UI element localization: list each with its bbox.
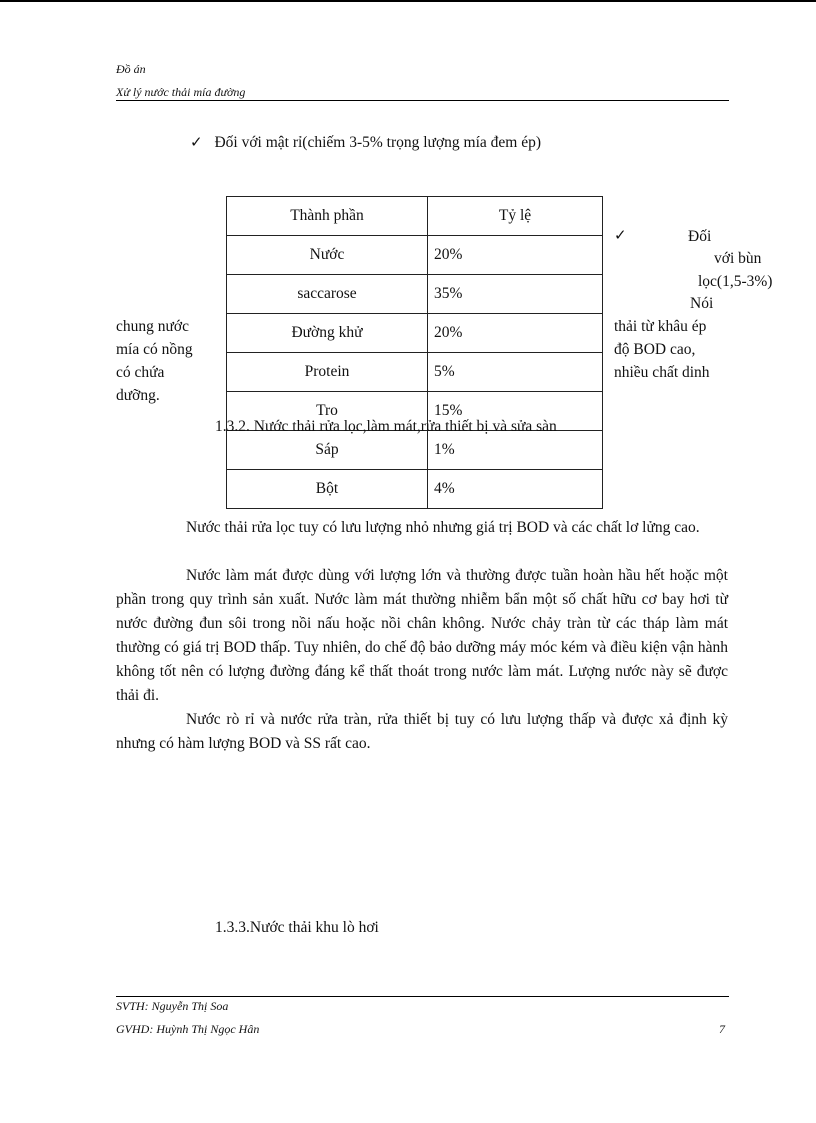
left-fragment-3: có chứa	[116, 364, 165, 381]
table-cell-ratio: 1%	[428, 431, 603, 470]
left-fragment-1: chung nước	[116, 318, 189, 335]
table-cell-component: Bột	[227, 470, 428, 509]
table-row	[227, 314, 603, 353]
right-fragment-3: lọc(1,5-3%)	[698, 273, 773, 290]
table-cell-component: Đường khử	[227, 314, 428, 353]
table-header-ratio: Tỷ lệ	[428, 197, 603, 236]
table-cell-ratio: 15%	[428, 392, 603, 431]
table-cell-ratio: 5%	[428, 353, 603, 392]
section-heading-1-3-2: 1.3.2. Nước thải rửa lọc,làm mát,rửa thiết bị và sửa sàn	[215, 418, 557, 435]
table-row	[227, 431, 603, 470]
table-cell-component: Tro	[227, 392, 428, 431]
section-heading-1-3-3: 1.3.3.Nước thải khu lò hơi	[215, 919, 379, 936]
paragraph-filter-wash: Nước thải rửa lọc tuy có lưu lượng nhỏ nhưng giá trị BOD và các chất lơ lửng cao.	[186, 519, 700, 536]
right-fragment-5: thải từ khâu ép	[614, 318, 707, 335]
top-border	[0, 0, 816, 2]
table-row	[227, 275, 603, 314]
page-number: 7	[719, 1022, 725, 1036]
right-fragment-1: Đối	[688, 228, 712, 245]
footer-divider	[116, 996, 729, 997]
right-fragment-7: nhiều chất dinh	[614, 364, 710, 381]
header-divider	[116, 100, 729, 101]
table-cell-ratio: 4%	[428, 470, 603, 509]
table-cell-component: saccarose	[227, 275, 428, 314]
table-cell-component: Nước	[227, 236, 428, 275]
right-fragment-6: độ BOD cao,	[614, 341, 696, 358]
table-cell-component: Protein	[227, 353, 428, 392]
table-header-row	[227, 197, 603, 236]
table-cell-component: Sáp	[227, 431, 428, 470]
bullet-molasses-text: Đối với mật rỉ(chiếm 3-5% trọng lượng mía đem ép)	[214, 134, 541, 151]
check-icon: ✓	[190, 133, 203, 151]
left-fragment-4: dưỡng.	[116, 387, 160, 404]
bullet-molasses	[190, 133, 541, 152]
table-row	[227, 236, 603, 275]
paragraph-cooling-water: Nước làm mát được dùng với lượng lớn và thường được tuần hoàn hầu hết hoặc một phần trong quy trình sản xuất. Nước làm mát thường nhiễm bẩn một số chất hữu cơ bay hơi từ nước đường đun sôi trong nồi nấu hoặc nồi chân không. Nước chảy tràn từ các tháp làm mát thường có giá trị BOD thấp. Tuy nhiên, do chế độ bảo dưỡng máy móc kém và điều kiện vận hành không tốt nên có lượng đường đáng kể thất thoát trong nước làm mát. Lượng nước này sẽ được thải đi.	[116, 567, 728, 704]
paragraph-leakage: Nước rò rỉ và nước rửa tràn, rửa thiết bị tuy có lưu lượng thấp và được xả định kỳ nhưng có hàm lượng BOD và SS rất cao.	[116, 711, 728, 752]
footer-student: SVTH: Nguyễn Thị Soa	[116, 999, 229, 1013]
right-fragment-4: Nói	[690, 295, 714, 312]
left-fragment-2: mía có nồng	[116, 341, 193, 358]
table-cell-ratio: 35%	[428, 275, 603, 314]
table-row	[227, 470, 603, 509]
right-fragment-2: với bùn	[714, 250, 762, 267]
header-doc-type: Đồ án	[116, 62, 146, 76]
table-row	[227, 353, 603, 392]
table-cell-ratio: 20%	[428, 236, 603, 275]
footer-advisor: GVHD: Huỳnh Thị Ngọc Hân	[116, 1022, 260, 1036]
table-cell-ratio: 20%	[428, 314, 603, 353]
check-icon: ✓	[614, 226, 627, 244]
molasses-composition-table	[226, 196, 603, 509]
table-header-component: Thành phần	[227, 197, 428, 236]
header-doc-title: Xử lý nước thải mía đường	[116, 85, 246, 99]
